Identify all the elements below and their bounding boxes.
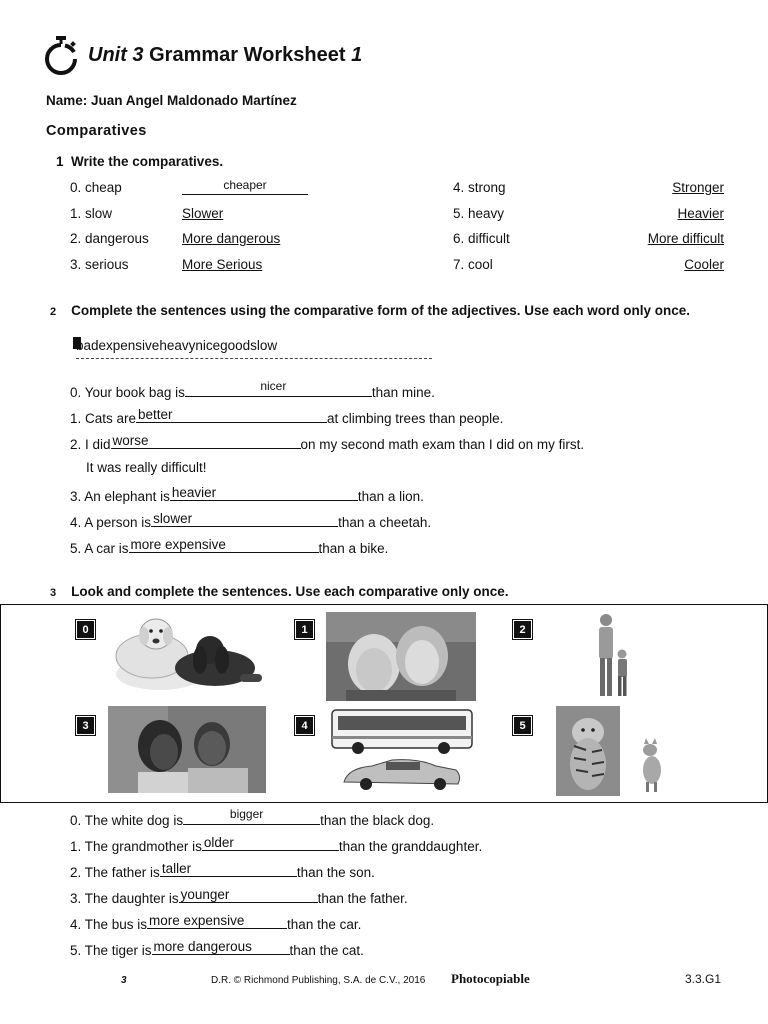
- ex1-item-0-answer: cheaper: [223, 178, 267, 192]
- footer-page-number: 3: [121, 975, 127, 986]
- ex2-sentence-4-start: 4. A person is: [70, 515, 152, 530]
- ex1-item-4-answer[interactable]: Stronger: [672, 180, 724, 195]
- exercise3-instruction: Look and complete the sentences. Use each comparative only once.: [71, 584, 509, 599]
- ex1-item-5-answer[interactable]: Heavier: [677, 206, 724, 221]
- tiger-cat-image: [556, 706, 668, 796]
- ex1-item-2-answer[interactable]: More dangerous: [182, 231, 281, 246]
- ex3-sentence-1: [70, 836, 482, 854]
- ex3-sentence-1-end: than the granddaughter.: [338, 839, 483, 854]
- word-bank[interactable]: badexpensiveheavynicegoodslow: [76, 338, 278, 353]
- ex2-sentence-0-answer: nicer: [260, 379, 287, 393]
- ex1-item-3-answer[interactable]: More Serious: [182, 257, 263, 272]
- ex2-sentence-0-start: 0. Your book bag is: [70, 385, 185, 400]
- ex3-sentence-5: [70, 940, 364, 958]
- ex3-sentence-2: [70, 862, 375, 880]
- bus-car-image: [328, 706, 476, 794]
- ex3-sentence-2-answer: taller: [161, 861, 192, 876]
- ex2-sentence-5-blank[interactable]: [129, 538, 319, 553]
- ex2-sentence-2-start: 2. I did: [70, 437, 111, 452]
- ex1-item-0-label: 0. cheap: [70, 180, 122, 195]
- ex3-sentence-0: [70, 807, 435, 828]
- ex1-item-6-answer[interactable]: More difficult: [647, 231, 724, 246]
- ex1-item-7-answer[interactable]: Cooler: [684, 257, 724, 272]
- footer-copyright: D.R. © Richmond Publishing, S.A. de C.V., 2016: [211, 975, 426, 986]
- title-text: Grammar Worksheet: [149, 44, 346, 66]
- exercise1-number: 1: [56, 154, 64, 169]
- ex1-item-0-blank[interactable]: [182, 178, 308, 195]
- ex3-sentence-4-start: 4. The bus is: [70, 917, 148, 932]
- ex3-sentence-0-answer: bigger: [229, 807, 264, 821]
- ex3-sentence-1-answer: older: [203, 835, 234, 850]
- ex2-sentence-2-blank[interactable]: [111, 434, 301, 449]
- ex3-sentence-0-end: than the black dog.: [320, 813, 435, 828]
- ex2-sentence-5-start: 5. A car is: [70, 541, 129, 556]
- exercise3-number: 3: [50, 587, 57, 599]
- ex2-sentence-5: [70, 538, 388, 556]
- ex1-item-3-label: 3. serious: [70, 257, 129, 272]
- ex1-item-1-answer[interactable]: Slower: [182, 206, 224, 221]
- daughter-father-image: [108, 706, 266, 793]
- section-title: Comparatives: [46, 123, 147, 139]
- ex3-sentence-3: [70, 888, 408, 906]
- ex2-sentence-3-answer: heavier: [171, 485, 217, 500]
- ex2-sentence-3-blank[interactable]: [170, 486, 358, 501]
- ex3-sentence-0-start: 0. The white dog is: [70, 813, 184, 828]
- ex3-sentence-4-answer: more expensive: [149, 913, 245, 928]
- ex3-sentence-2-end: than the son.: [296, 865, 375, 880]
- ex2-sentence-0: [70, 379, 435, 400]
- word-bank-divider: [76, 358, 432, 359]
- exercise2-instruction: Complete the sentences using the comparative form of the adjectives. Use each word only once.: [71, 303, 691, 318]
- ex2-sentence-1-end: at climbing trees than people.: [327, 411, 504, 426]
- picture-badge-5: 5: [513, 716, 532, 735]
- stopwatch-icon: [44, 36, 78, 76]
- footer-photocopiable: Photocopiable: [451, 971, 530, 986]
- ex1-item-2-label: 2. dangerous: [70, 231, 149, 246]
- ex3-sentence-4: [70, 914, 361, 932]
- picture-badge-4: 4: [295, 716, 314, 735]
- ex1-item-1-label: 1. slow: [70, 206, 113, 221]
- title-unit: Unit 3: [88, 44, 144, 66]
- ex3-sentence-3-start: 3. The daughter is: [70, 891, 179, 906]
- grandmother-granddaughter-image: [326, 612, 476, 701]
- ex2-sentence-1-blank[interactable]: [136, 408, 327, 423]
- picture-badge-3: 3: [76, 716, 95, 735]
- title-number: 1: [351, 44, 363, 66]
- ex2-sentence-5-end: than a bike.: [318, 541, 389, 556]
- ex3-sentence-5-end: than the cat.: [289, 943, 364, 958]
- father-son-image: [588, 610, 636, 702]
- ex2-sentence-3: [70, 486, 424, 504]
- ex3-sentence-5-blank[interactable]: [152, 940, 290, 955]
- ex3-sentence-3-end: than the father.: [317, 891, 408, 906]
- picture-badge-0: 0: [76, 620, 95, 639]
- page-title: [88, 44, 362, 67]
- ex2-sentence-2-answer: worse: [112, 433, 149, 448]
- ex3-sentence-1-blank[interactable]: [202, 836, 339, 851]
- exercise2-number: 2: [50, 306, 57, 318]
- ex3-sentence-3-answer: younger: [180, 887, 230, 902]
- ex2-sentence-1-start: 1. Cats are: [70, 411, 137, 426]
- ex1-item-4-label: 4. strong: [453, 180, 506, 195]
- exercise2-heading: [50, 303, 690, 318]
- exercise3-heading: [50, 584, 509, 599]
- ex2-sentence-4-end: than a cheetah.: [338, 515, 432, 530]
- ex3-sentence-3-blank[interactable]: [179, 888, 318, 903]
- ex2-sentence-0-blank[interactable]: [185, 379, 372, 397]
- ex1-item-7-label: 7. cool: [453, 257, 493, 272]
- dogs-image: [100, 612, 272, 698]
- ex3-sentence-2-start: 2. The father is: [70, 865, 160, 880]
- ex3-sentence-5-start: 5. The tiger is: [70, 943, 152, 958]
- ex2-sentence-5-answer: more expensive: [130, 537, 226, 552]
- ex2-sentence-2-end: on my second math exam than I did on my first.: [300, 437, 585, 452]
- ex2-sentence-4-answer: slower: [153, 511, 193, 526]
- ex1-item-5-label: 5. heavy: [453, 206, 505, 221]
- ex3-sentence-0-blank[interactable]: [183, 807, 320, 825]
- ex2-sentence-4-blank[interactable]: [151, 512, 338, 527]
- ex2-sentence-1-answer: better: [138, 407, 173, 422]
- ex2-sentence-3-end: than a lion.: [357, 489, 424, 504]
- ex2-sentence-2-continuation: It was really difficult!: [86, 460, 207, 475]
- picture-badge-1: 1: [295, 620, 314, 639]
- ex3-sentence-2-blank[interactable]: [160, 862, 297, 877]
- ex1-item-6-label: 6. difficult: [453, 231, 510, 246]
- picture-badge-2: 2: [513, 620, 532, 639]
- ex2-sentence-1: [70, 408, 503, 426]
- ex3-sentence-4-end: than the car.: [287, 917, 362, 932]
- ex3-sentence-1-start: 1. The grandmother is: [70, 839, 202, 854]
- ex2-sentence-4: [70, 512, 431, 530]
- ex2-sentence-0-end: than mine.: [371, 385, 435, 400]
- ex3-sentence-4-blank[interactable]: [147, 914, 287, 929]
- exercise1-instruction: Write the comparatives.: [71, 154, 224, 169]
- ex3-sentence-5-answer: more dangerous: [153, 939, 252, 954]
- footer-code: 3.3.G1: [685, 972, 722, 986]
- ex2-sentence-2: [70, 434, 584, 452]
- student-name: Name: Juan Angel Maldonado Martínez: [46, 93, 297, 108]
- ex2-sentence-3-start: 3. An elephant is: [70, 489, 170, 504]
- exercise1-heading: [56, 154, 223, 169]
